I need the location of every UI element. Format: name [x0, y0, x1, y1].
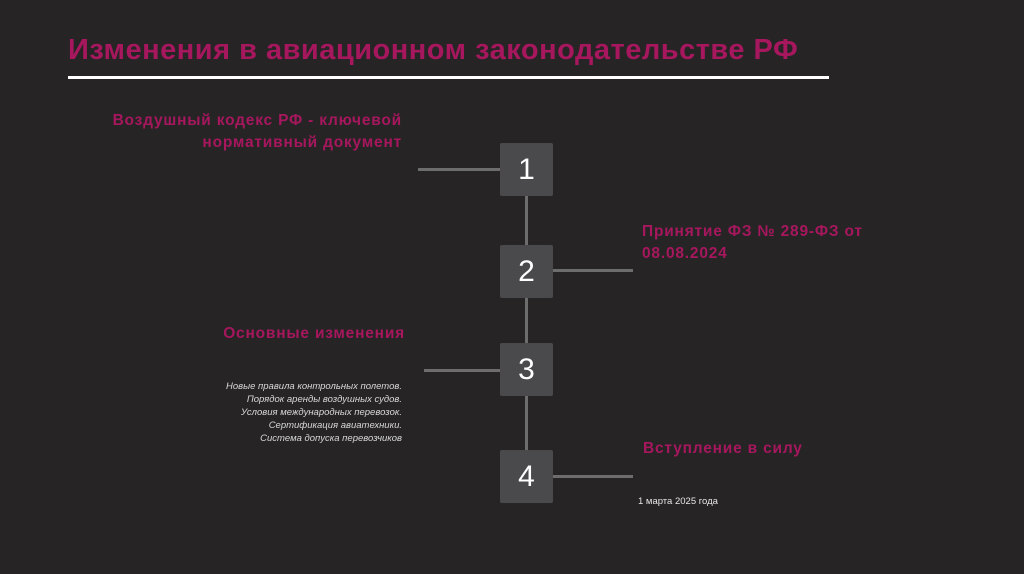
- step-1-heading-line-2: нормативный документ: [202, 134, 402, 151]
- step-2-box: [500, 245, 553, 298]
- step-4-number: 4: [518, 460, 535, 493]
- step-1-box: [500, 143, 553, 196]
- slide-title: Изменения в авиационном законодательстве РФ: [68, 34, 799, 66]
- timeline-vertical-line: [525, 196, 528, 450]
- step-3-box: [500, 343, 553, 396]
- step-2-heading-line-1: Принятие ФЗ № 289-ФЗ от: [642, 223, 863, 240]
- step-3-number: 3: [518, 353, 535, 386]
- step-3-heading: [223, 323, 405, 345]
- changes-list-item: Порядок аренды воздушных судов.: [246, 394, 402, 405]
- changes-list-item: Новые правила контрольных полетов.: [226, 381, 402, 392]
- step-2-number: 2: [518, 255, 535, 288]
- connector-step-4: [553, 475, 633, 478]
- step-4-box: [500, 450, 553, 503]
- step-2-heading-line-2: 08.08.2024: [642, 245, 728, 262]
- step-2-heading: [642, 221, 863, 265]
- step-1-heading: [113, 110, 402, 154]
- step-4-heading: [643, 438, 803, 460]
- step-3-heading-line-1: Основные изменения: [223, 325, 405, 342]
- step-1-heading-line-1: Воздушный кодекс РФ - ключевой: [112, 112, 402, 129]
- step-4-heading-line-1: Вступление в силу: [643, 440, 803, 457]
- effective-date: 1 марта 2025 года: [638, 496, 718, 507]
- step-1-number: 1: [518, 153, 535, 186]
- connector-step-3: [424, 369, 500, 372]
- title-underline: [68, 76, 829, 79]
- changes-list-item: Сертификация авиатехники.: [268, 420, 402, 431]
- changes-list-item: Система допуска перевозчиков: [260, 433, 402, 444]
- changes-list: [226, 380, 402, 445]
- connector-step-1: [418, 168, 500, 171]
- changes-list-item: Условия международных перевозок.: [241, 407, 402, 418]
- connector-step-2: [553, 269, 633, 272]
